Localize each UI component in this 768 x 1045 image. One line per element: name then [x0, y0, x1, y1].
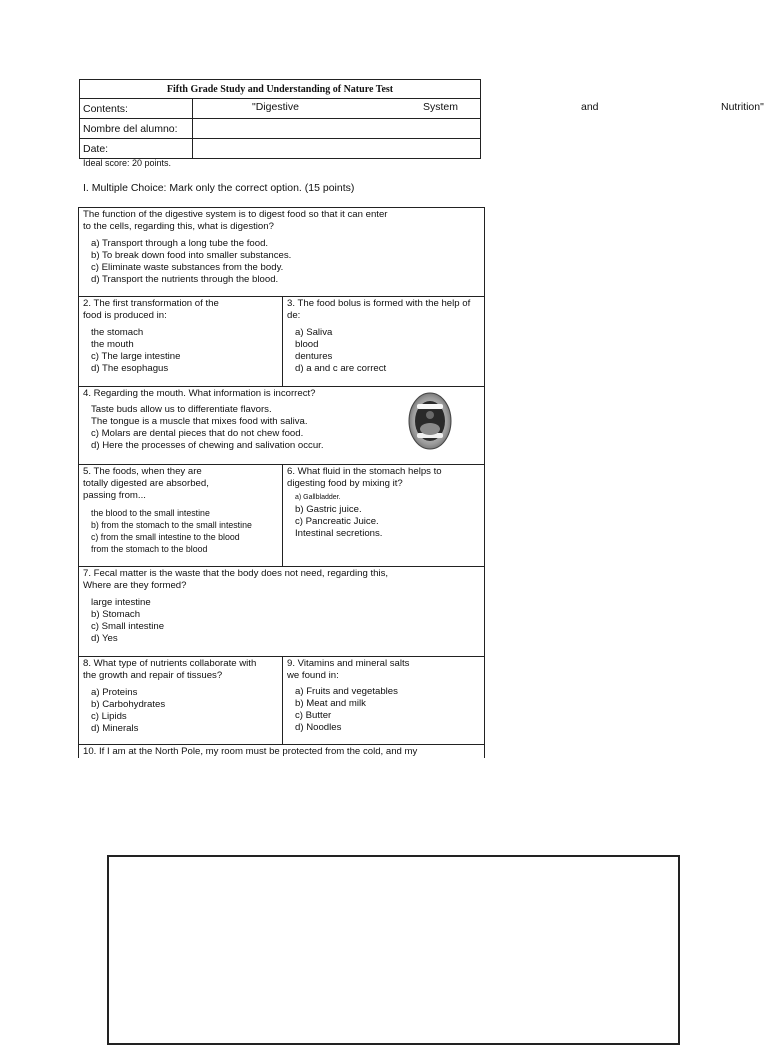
question-4-option[interactable]: The tongue is a muscle that mixes food with saliva. — [91, 416, 308, 427]
question-5-line-3: passing from... — [83, 490, 146, 501]
question-6-option[interactable]: b) Gastric juice. — [295, 504, 362, 515]
question-7-option[interactable]: large intestine — [91, 597, 151, 608]
question-1-option[interactable]: b) To break down food into smaller substances. — [91, 250, 292, 261]
header-table — [79, 79, 481, 159]
question-5-6-box — [78, 464, 485, 567]
question-6-option[interactable]: a) Gallbladder. — [295, 494, 341, 501]
question-5-options — [91, 507, 278, 555]
question-2-line-1: 2. The first transformation of the — [83, 298, 219, 309]
question-1-option[interactable]: c) Eliminate waste substances from the body. — [91, 262, 284, 273]
question-7-option[interactable]: d) Yes — [91, 633, 118, 644]
question-3-option[interactable]: blood — [295, 339, 319, 350]
question-8-line-2: the growth and repair of tissues? — [83, 670, 223, 681]
question-2-3-box — [78, 296, 485, 387]
question-9-option[interactable]: d) Noodles — [295, 722, 342, 733]
student-name-field[interactable] — [193, 119, 481, 139]
question-2-line-2: food is produced in: — [83, 310, 167, 321]
question-8-option[interactable]: a) Proteins — [91, 687, 138, 698]
question-9-line-1: 9. Vitamins and mineral salts — [287, 658, 410, 669]
question-3-options — [295, 327, 480, 375]
question-5-option[interactable]: the blood to the small intestine — [91, 508, 210, 518]
question-3-option[interactable]: dentures — [295, 351, 333, 362]
question-3-option[interactable]: a) Saliva — [295, 327, 333, 338]
question-6-option[interactable]: c) Pancreatic Juice. — [295, 516, 379, 527]
test-title: Fifth Grade Study and Understanding of Nature Test — [80, 80, 481, 99]
page-cut — [78, 758, 485, 762]
question-1-options — [91, 238, 480, 286]
question-5-line-1: 5. The foods, when they are — [83, 466, 202, 477]
question-8-9-box — [78, 656, 485, 745]
contents-word-2: System — [423, 101, 459, 113]
contents-word-4: Nutrition" — [721, 101, 764, 113]
question-2-option[interactable]: the stomach — [91, 327, 144, 338]
question-4-line-1: 4. Regarding the mouth. What information is incorrect? — [83, 388, 316, 399]
date-field[interactable] — [193, 139, 481, 159]
question-2-option[interactable]: c) The large intestine — [91, 351, 181, 362]
student-name-label: Nombre del alumno: — [80, 119, 193, 139]
question-9-option[interactable]: b) Meat and milk — [295, 698, 366, 709]
question-3-line-1: 3. The food bolus is formed with the help of — [287, 298, 471, 309]
question-10-line-1: 10. If I am at the North Pole, my room must be protected from the cold, and my — [83, 746, 418, 757]
question-8-option[interactable]: d) Minerals — [91, 723, 139, 734]
contents-word-3: and — [581, 101, 599, 113]
question-2-option[interactable]: the mouth — [91, 339, 134, 350]
open-mouth-icon — [407, 391, 453, 451]
question-7-line-1: 7. Fecal matter is the waste that the body does not need, regarding this, — [83, 568, 389, 579]
question-4-option[interactable]: Taste buds allow us to differentiate flavors. — [91, 404, 272, 415]
question-6-line-2: digesting food by mixing it? — [287, 478, 403, 489]
question-2-options — [91, 327, 278, 375]
question-3-option[interactable]: d) a and c are correct — [295, 363, 387, 374]
question-5-option[interactable]: c) from the small intestine to the blood — [91, 532, 240, 542]
question-1-line-1: The function of the digestive system is to digest food so that it can enter — [83, 209, 388, 220]
question-7-option[interactable]: c) Small intestine — [91, 621, 165, 632]
question-8-options — [91, 687, 278, 735]
contents-label: Contents: — [80, 99, 193, 119]
next-page-box — [107, 855, 680, 1045]
question-7-option[interactable]: b) Stomach — [91, 609, 141, 620]
question-2-option[interactable]: d) The esophagus — [91, 363, 169, 374]
question-1-box — [78, 207, 485, 297]
ideal-score: Ideal score: 20 points. — [83, 158, 172, 168]
question-6-options — [295, 492, 480, 540]
question-4-option[interactable]: d) Here the processes of chewing and salivation occur. — [91, 440, 324, 451]
section-1-title: I. Multiple Choice: Mark only the correct option. (15 points) — [83, 182, 355, 194]
question-7-box — [78, 566, 485, 657]
question-9-options — [295, 686, 480, 734]
question-1-option[interactable]: a) Transport through a long tube the food. — [91, 238, 269, 249]
question-9-option[interactable]: a) Fruits and vegetables — [295, 686, 398, 697]
question-4-option[interactable]: c) Molars are dental pieces that do not chew food. — [91, 428, 304, 439]
question-7-options — [91, 597, 480, 645]
question-3-line-2: de: — [287, 310, 301, 321]
question-8-option[interactable]: c) Lipids — [91, 711, 127, 722]
question-6-option[interactable]: Intestinal secretions. — [295, 528, 383, 539]
question-5-line-2: totally digested are absorbed, — [83, 478, 209, 489]
question-6-line-1: 6. What fluid in the stomach helps to — [287, 466, 442, 477]
question-7-line-2: Where are they formed? — [83, 580, 187, 591]
question-9-line-2: we found in: — [287, 670, 339, 681]
question-8-option[interactable]: b) Carbohydrates — [91, 699, 166, 710]
question-8-line-1: 8. What type of nutrients collaborate with — [83, 658, 257, 669]
question-5-option[interactable]: from the stomach to the blood — [91, 544, 208, 554]
contents-word-1: "Digestive — [252, 101, 299, 113]
question-1-line-2: to the cells, regarding this, what is digestion? — [83, 221, 274, 232]
question-5-option[interactable]: b) from the stomach to the small intestine — [91, 520, 252, 530]
question-9-option[interactable]: c) Butter — [295, 710, 332, 721]
question-1-option[interactable]: d) Transport the nutrients through the blood. — [91, 274, 279, 285]
date-label: Date: — [80, 139, 193, 159]
